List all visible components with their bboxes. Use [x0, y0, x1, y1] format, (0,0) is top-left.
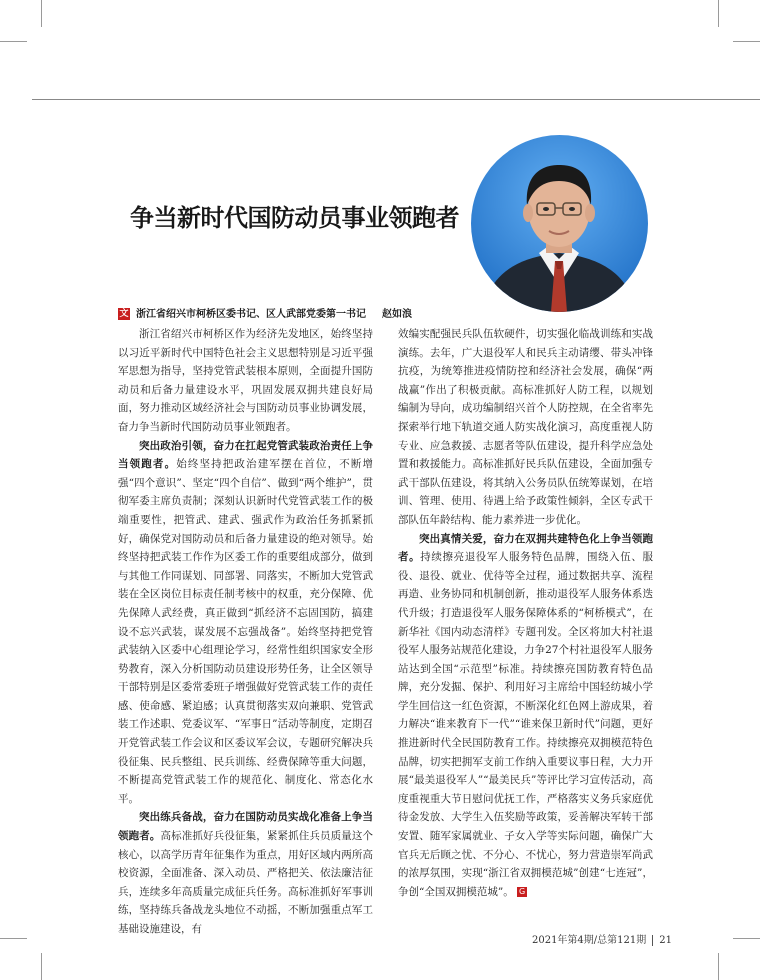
crop-mark-tr-h: [733, 41, 760, 42]
header-rule: [32, 99, 760, 100]
end-mark-icon: G: [518, 886, 526, 896]
paragraph-political-guidance: [118, 437, 373, 809]
crop-mark-bl-h: [0, 938, 27, 939]
author-role: 浙江省绍兴市柯桥区委书记、区人武部党委第一书记: [136, 309, 366, 320]
article-title: 争当新时代国防动员事业领跑者: [130, 204, 459, 232]
paragraph-political-body: 始终坚持把政治建军摆在首位，不断增强“四个意识”、坚定“四个自信”、做到“两个维护”，贯彻军委主席负责制；深刻认识新时代党管武装工作的极端重要性，把管武、建武、强武作为政治任务抓紧抓好，确保党对国防动员和后备力量建设的绝对领导。始终坚持把武装工作作为区委工作的重要组成部分，做到与其他工作同谋划、同部署、同落实，不断加大党管武装在全区岗位目标责任制考核中的权重，充分保障、优先保障人武经费，真正做到“抓经济不忘固国防，搞建设不忘兴武装，谋发展不忘强战备”。始终坚持把党管武装纳入区委中心组理论学习，经常性组织国家安全形势教育，深入分析国防动员建设形势任务，让全区领导干部特别是区委常委班子增强做好党管武装工作的责任感、使命感、紧迫感；认真贯彻落实双向兼职、党管武装工作述职、党委议军、“军事日”活动等制度，定期召开党管武装工作会议和区委议军会议，专题研究解决兵役征集、民兵整组、民兵训练、经费保障等重大问题，不断提高党管武装工作的规范化、制度化、常态化水平。: [118, 458, 374, 805]
paragraph-readiness-body: 高标准抓好兵役征集，紧紧抓住兵员质量这个核心，以高学历青年征集作为重点，用好区域内两所高校资源，全面准备、深入动员、严格把关、依法廉洁征兵，连续多年高质量完成征兵任务。高标准抓好军事训练，坚持练兵备战龙头地位不动摇，不断加强重点军工基础设施建设，有: [118, 830, 374, 935]
author-name: 赵如浪: [382, 309, 412, 320]
paragraph-combat-readiness: [118, 808, 373, 938]
section-lead-political: 突出政治引领，奋力在扛起党管武装政治责任上争当领跑者。: [118, 439, 373, 471]
body-column-left: [118, 325, 373, 939]
crop-mark-tl-v: [41, 0, 42, 27]
paragraph-intro: 浙江省绍兴市柯桥区作为经济先发地区，始终坚持以习近平新时代中国特色社会主义思想特别是习近平强军思想为指导，坚持党管武装根本原则，全面提升国防动员和后备力量建设水平，巩固发展双拥共建良好局面，努力推动区域经济社会与国防动员事业协调发展，奋力争当新时代国防动员事业领跑者。: [118, 328, 373, 433]
crop-mark-br-h: [733, 938, 760, 939]
body-column-right: [398, 325, 653, 901]
section-lead-care: 突出真情关爱，奋力在双拥共建特色化上争当领跑者。: [398, 532, 653, 564]
paragraph-readiness-continued: 效编实配强民兵队伍软硬件，切实强化临战训练和实战演练。去年，广大退役军人和民兵主动请缨、带头冲锋抗疫，为统筹推进疫情防控和经济社会发展，确保“两战赢”作出了积极贡献。高标准抓好人防工程，以规划编制为导向，成功编制绍兴首个人防控规，在全省率先探索举行地下轨道交通人防实战化演习，高度重视人防专业、应急救援、志愿者等队伍建设，提升科学应急处置和救援能力。高标准抓好民兵队伍建设，全面加强专武干部队伍建设，将其纳入公务员队伍统筹谋划，在培训、管理、使用、待遇上给予政策性倾斜，全区专武干部队伍年龄结构、能力素养进一步优化。: [398, 328, 653, 526]
byline: [118, 305, 678, 321]
crop-mark-tr-v: [718, 0, 719, 27]
page-number: 21: [659, 935, 672, 946]
paragraph-care-body: 持续擦亮退役军人服务特色品牌，围绕入伍、服役、退役、就业、优待等全过程，通过数据共享、流程再造、业务协同和机制创新，推动退役军人服务体系迭代升级；打造退役军人服务保障体系的“柯桥模式”，在新华社《国内动态清样》专题刊发。全区将加大村社退役军人服务站规范化建设，力争27个村社退役军人服务站达到全国“示范型”标准。持续擦亮国防教育特色品牌，充分发掘、保护、利用好习主席给中国轻纺城小学学生回信这一红色资源，不断深化红色网上游成果，着力解决“谁来教育下一代”“谁来保卫新时代”问题，更好推进新时代全民国防教育工作。持续擦亮双拥模范特色品牌，切实把拥军支前工作纳入重要议事日程，大力开展“最美退役军人”“最美民兵”等评比学习宣传活动，高度重视重大节日慰问优抚工作，严格落实义务兵家庭优待金发放、大学生入伍奖励等政策，妥善解决军转干部安置、随军家属就业、子女入学等实际问题，确保广大官兵无后顾之忧、不分心、不忧心，努力营造崇军尚武的浓厚氛围，实现“浙江省双拥模范城”创建“七连冠”，争创“全国双拥模范城”。: [398, 551, 654, 898]
author-portrait: [471, 135, 648, 312]
issue-label: 2021年第4期/总第121期: [531, 935, 647, 946]
crop-mark-br-v: [718, 953, 719, 980]
paragraph-care: [398, 530, 653, 902]
section-lead-readiness: 突出练兵备战，奋力在国防动员实战化准备上争当领跑者。: [118, 811, 373, 843]
author-portrait-drawing: [471, 135, 648, 312]
crop-mark-bl-v: [41, 953, 42, 980]
crop-mark-tl-h: [0, 41, 27, 42]
page-footer: [532, 931, 672, 946]
byline-tag: 文: [119, 309, 129, 319]
footer-divider: [652, 935, 653, 946]
